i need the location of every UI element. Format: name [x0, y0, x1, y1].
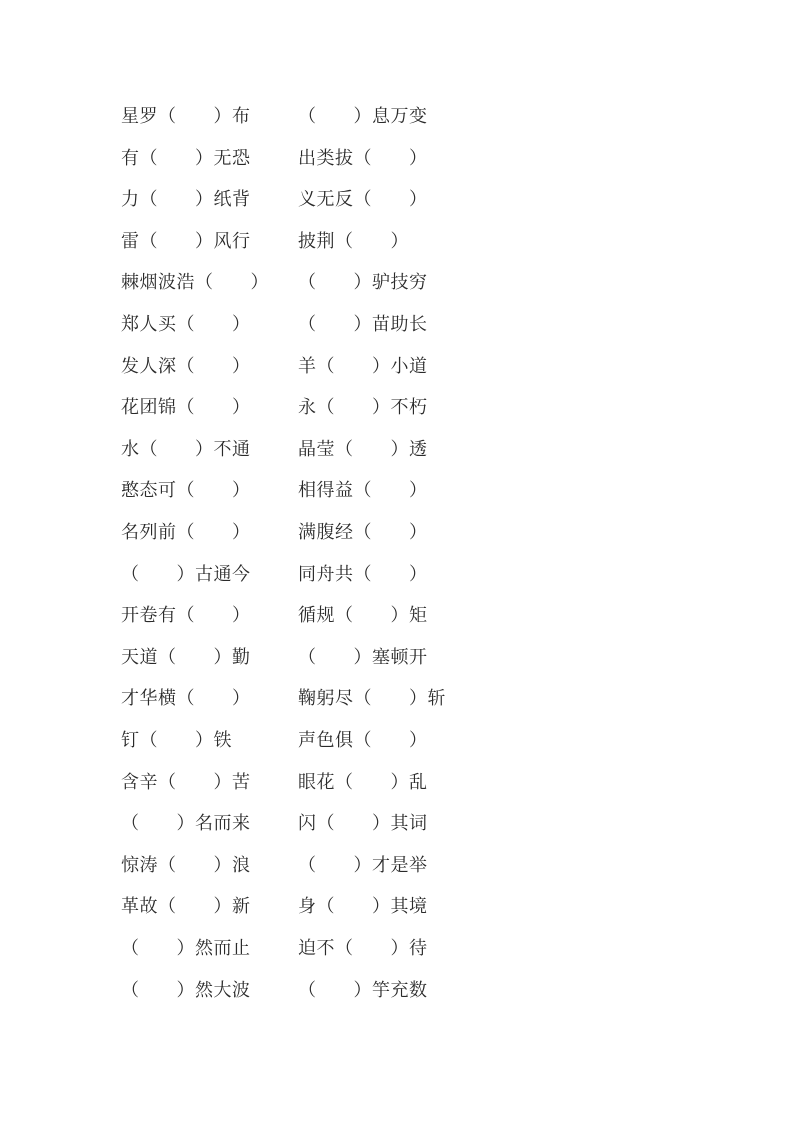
idiom-item-right: （ ）苗助长 [298, 314, 428, 335]
idiom-item-left: 力（ ）纸背 [121, 189, 251, 211]
idiom-item-left: 水（ ）不通 [121, 438, 251, 460]
idiom-item-left: 惊涛（ ）浪 [121, 854, 251, 876]
idiom-item-right: 义无反（ ） [298, 189, 428, 211]
idiom-row [0, 144, 794, 174]
idiom-item-right: 闪（ ）其词 [298, 813, 428, 835]
idiom-row [0, 185, 794, 215]
idiom-item-right: 羊（ ）小道 [298, 355, 428, 377]
idiom-item-left: 含辛（ ）苦 [121, 771, 251, 793]
idiom-item-left: 名列前（ ） [121, 522, 251, 543]
idiom-row [0, 102, 794, 132]
idiom-row [0, 726, 794, 756]
idiom-row [0, 227, 794, 257]
idiom-row [0, 518, 794, 548]
idiom-item-right: 披荆（ ） [298, 230, 409, 252]
idiom-item-right: 相得益（ ） [298, 480, 428, 502]
idiom-row [0, 851, 794, 881]
idiom-row [0, 268, 794, 298]
idiom-row [0, 435, 794, 465]
idiom-row [0, 601, 794, 631]
idiom-item-left: （ ）名而来 [121, 813, 251, 835]
idiom-item-left: 发人深（ ） [121, 355, 251, 377]
idiom-item-right: 永（ ）不朽 [298, 397, 428, 419]
idiom-item-right: 循规（ ）矩 [298, 605, 428, 627]
idiom-item-right: （ ）才是举 [298, 854, 428, 876]
idiom-item-right: 满腹经（ ） [298, 522, 428, 543]
idiom-item-left: 星罗（ ）布 [121, 106, 251, 127]
idiom-item-left: 憨态可（ ） [121, 480, 251, 502]
idiom-item-left: 钉（ ）铁 [121, 730, 232, 751]
idiom-row [0, 393, 794, 423]
idiom-row [0, 976, 794, 1006]
idiom-item-right: 晶莹（ ）透 [298, 438, 428, 460]
idiom-item-left: 花团锦（ ） [121, 397, 251, 419]
idiom-item-left: 开卷有（ ） [121, 605, 251, 627]
idiom-row [0, 892, 794, 922]
idiom-row [0, 768, 794, 798]
idiom-row [0, 809, 794, 839]
idiom-item-left: 有（ ）无恐 [121, 147, 251, 169]
idiom-item-right: （ ）塞顿开 [298, 646, 428, 668]
idiom-item-right: 声色俱（ ） [298, 730, 428, 751]
idiom-item-left: （ ）古通今 [121, 563, 251, 585]
idiom-item-left: （ ）然大波 [121, 979, 251, 1001]
idiom-item-right: 眼花（ ）乱 [298, 771, 428, 793]
idiom-item-right: （ ）息万变 [298, 106, 428, 127]
idiom-item-left: 革故（ ）新 [121, 896, 251, 918]
idiom-row [0, 560, 794, 590]
idiom-row [0, 684, 794, 714]
idiom-item-right: （ ）驴技穷 [298, 272, 428, 294]
idiom-item-left: 棘烟波浩（ ） [121, 272, 269, 294]
idiom-item-right: 身（ ）其境 [298, 896, 428, 918]
idiom-row [0, 476, 794, 506]
idiom-item-right: 迫不（ ）待 [298, 938, 428, 959]
idiom-item-left: 雷（ ）风行 [121, 230, 251, 252]
idiom-item-left: 才华横（ ） [121, 688, 251, 710]
idiom-item-right: 出类拔（ ） [298, 147, 428, 169]
idiom-item-left: 天道（ ）勤 [121, 646, 251, 668]
idiom-item-right: （ ）竽充数 [298, 979, 428, 1001]
idiom-row [0, 352, 794, 382]
idiom-item-right: 鞠躬尽（ ）斩 [298, 688, 446, 710]
idiom-row [0, 310, 794, 340]
idiom-item-left: 郑人买（ ） [121, 314, 251, 335]
idiom-row [0, 934, 794, 964]
idiom-row [0, 643, 794, 673]
idiom-item-right: 同舟共（ ） [298, 563, 428, 585]
idiom-item-left: （ ）然而止 [121, 938, 251, 959]
